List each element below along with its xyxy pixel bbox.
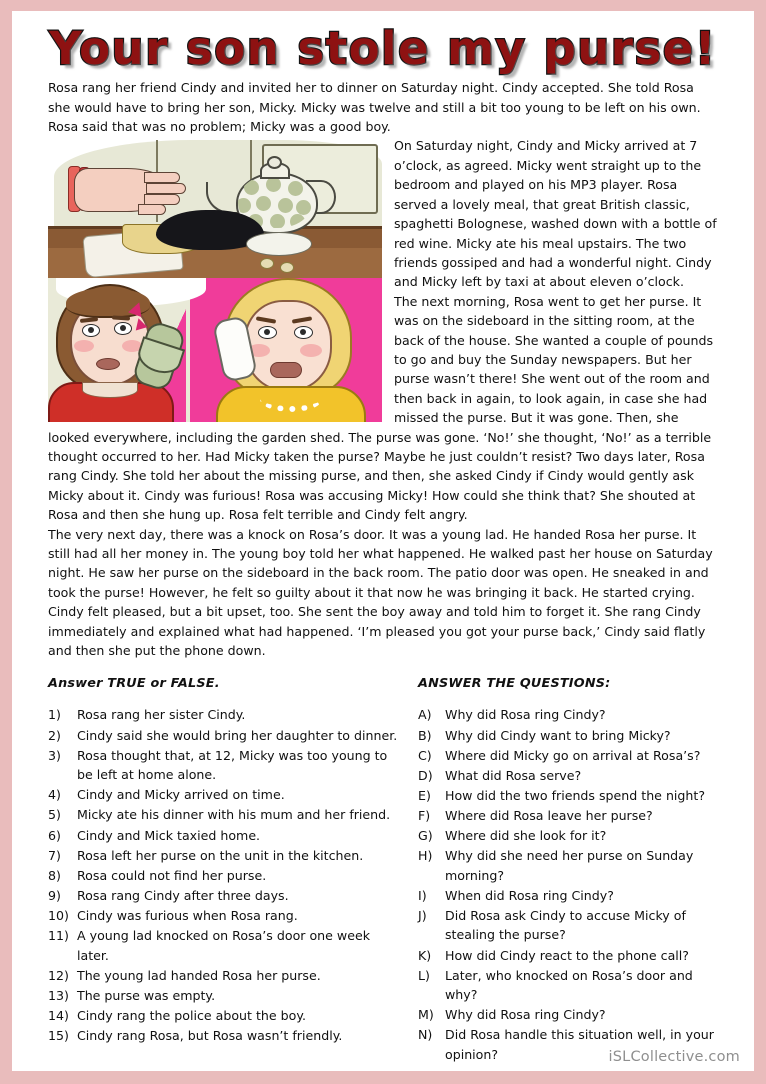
question-item[interactable]: [418, 806, 726, 826]
story-paragraph-2: On Saturday night, Cindy and Micky arrived at 7 o’clock, as agreed. Micky went straight up to the bedroom and played on his MP3 player. Rosa served a lovely meal, that great British classic, spaghetti Bolognese, washed down with a bottle of red wine. Micky ate his meal upstairs. The two friends gossiped and had a wonderful night. Cindy and Micky left by taxi at about eleven o’clock.: [394, 138, 717, 290]
question-text: Where did Micky go on arrival at Rosa’s?: [445, 747, 701, 763]
true-false-item[interactable]: [48, 826, 400, 846]
true-false-marker: 15): [48, 1027, 69, 1043]
true-false-marker: 14): [48, 1007, 69, 1023]
question-item[interactable]: [418, 766, 726, 786]
finger-icon: [146, 183, 186, 194]
question-marker: N): [418, 1027, 433, 1043]
illustration: [48, 140, 382, 422]
true-false-marker: 10): [48, 907, 69, 923]
true-false-marker: 5): [48, 807, 61, 823]
true-false-marker: 8): [48, 867, 61, 883]
question-text: What did Rosa serve?: [445, 767, 582, 783]
true-false-item[interactable]: [48, 1026, 400, 1046]
question-marker: A): [418, 707, 432, 723]
question-text: Did Rosa handle this situation well, in your opinion?: [445, 1027, 714, 1063]
true-false-item[interactable]: [48, 906, 400, 926]
true-false-marker: 9): [48, 887, 61, 903]
questions-heading: ANSWER THE QUESTIONS:: [418, 676, 611, 692]
question-item[interactable]: [418, 886, 726, 906]
true-false-marker: 2): [48, 727, 61, 743]
scene-phone-call: [48, 278, 382, 422]
question-text: Why did Rosa ring Cindy?: [445, 707, 606, 723]
question-text: When did Rosa ring Cindy?: [445, 887, 614, 903]
title-area: [12, 11, 754, 78]
question-item[interactable]: [418, 966, 726, 1005]
true-false-item[interactable]: [48, 966, 400, 986]
true-false-marker: 4): [48, 787, 61, 803]
question-marker: G): [418, 828, 433, 843]
question-text: Why did Cindy want to bring Micky?: [445, 727, 671, 743]
true-false-text: Cindy and Micky arrived on time.: [77, 787, 285, 803]
question-marker: H): [418, 848, 433, 864]
question-text: How did the two friends spend the night?: [445, 787, 706, 803]
question-marker: D): [418, 767, 433, 783]
question-item[interactable]: [418, 1005, 726, 1025]
true-false-marker: 6): [48, 827, 61, 843]
true-false-list: [48, 705, 400, 1045]
question-text: How did Cindy react to the phone call?: [445, 947, 689, 963]
true-false-item[interactable]: [48, 926, 400, 965]
question-item[interactable]: [418, 726, 726, 746]
question-marker: M): [418, 1007, 434, 1023]
worksheet-sheet: [12, 11, 754, 1071]
true-false-marker: 1): [48, 707, 61, 723]
page-title: Your son stole my purse!: [49, 22, 717, 75]
true-false-text: Rosa rang Cindy after three days.: [77, 887, 289, 903]
question-item[interactable]: [418, 746, 726, 766]
question-marker: F): [418, 807, 431, 823]
true-false-section: [48, 676, 400, 1065]
scene-sideboard: [48, 140, 382, 280]
true-false-item[interactable]: [48, 986, 400, 1006]
true-false-heading: Answer TRUE or FALSE.: [48, 676, 220, 692]
true-false-text: Cindy was furious when Rosa rang.: [77, 907, 298, 923]
story-paragraph-3: The next morning, Rosa went to get her purse. It was on the sideboard in the sitting room, at the back of the house. She wanted a couple of pounds to go and buy the Sunday newspapers. But her purse wasn’t there! She went out of the room and then back in again, to look again, in case she had missed the purse. But it was gone. Then, she looked everywhere, including the garden shed. The purse was gone. ‘No!’ she thought, ‘No!’ as a terrible thought occurred to her. Had Micky taken the purse? Maybe he just couldn’t resist? Two days later, Rosa rang Cindy. She told her about the missing purse, and then, she asked Cindy if Cindy would gently ask Micky about it. Cindy was furious! Rosa was accusing Micky! How could she think that? She shouted at Rosa and then she hung up. Rosa felt terrible and Cindy felt angry.: [48, 293, 714, 523]
question-marker: J): [418, 907, 427, 923]
questions-list: [418, 705, 726, 1064]
question-item[interactable]: [418, 906, 726, 945]
questions-section: [418, 676, 726, 1065]
question-text: Where did she look for it?: [445, 828, 607, 843]
mouth-icon: [270, 362, 302, 378]
question-item[interactable]: [418, 826, 726, 846]
question-text: Later, who knocked on Rosa’s door and why?: [445, 967, 693, 1003]
true-false-text: Cindy said she would bring her daughter to dinner.: [77, 727, 398, 743]
true-false-item[interactable]: [48, 785, 400, 805]
exercises-area: [12, 660, 754, 1065]
true-false-text: Rosa left her purse on the unit in the kitchen.: [77, 847, 364, 863]
true-false-marker: 12): [48, 967, 69, 983]
true-false-marker: 3): [48, 747, 61, 763]
watermark: iSLCollective.com: [608, 1049, 740, 1065]
reading-passage: [12, 78, 754, 660]
question-marker: L): [418, 967, 430, 983]
true-false-item[interactable]: [48, 805, 400, 825]
true-false-text: Cindy rang the police about the boy.: [77, 1007, 307, 1023]
question-text: Did Rosa ask Cindy to accuse Micky of stealing the purse?: [445, 907, 686, 943]
question-marker: C): [418, 747, 432, 763]
true-false-item[interactable]: [48, 705, 400, 725]
question-item[interactable]: [418, 705, 726, 725]
question-marker: E): [418, 787, 431, 803]
true-false-item[interactable]: [48, 746, 400, 785]
true-false-item[interactable]: [48, 846, 400, 866]
true-false-item[interactable]: [48, 726, 400, 746]
question-text: Why did Rosa ring Cindy?: [445, 1007, 606, 1023]
story-paragraph-1: Rosa rang her friend Cindy and invited her to dinner on Saturday night. Cindy accepted. She told Rosa she would have to bring her son, Micky. Micky was twelve and still a bit too young to be left on his own. Rosa said that was no problem; Micky was a good boy.: [48, 80, 701, 135]
question-text: Why did she need her purse on Sunday morning?: [445, 848, 694, 883]
finger-icon: [144, 172, 180, 183]
question-marker: I): [418, 887, 427, 903]
question-text: Where did Rosa leave her purse?: [445, 807, 653, 823]
true-false-item[interactable]: [48, 866, 400, 886]
story-paragraph-4: The very next day, there was a knock on Rosa’s door. It was a young lad. He handed Rosa her purse. It still had all her money in. The young boy told her what happened. He walked past her house on Saturday night. He saw her purse on the sideboard in the back room. The patio door was open. He sneaked in and took the purse! However, he felt so guilty about it that now he was bringing it back. He started crying. Cindy felt pleased, but a bit upset, too. She sent the boy away and told him to forget it. She rang Cindy immediately and explained what had happened. ‘I’m pleased you got your purse back,’ Cindy said flatly and then she put the phone down.: [48, 526, 713, 659]
question-marker: K): [418, 947, 432, 963]
finger-icon: [138, 204, 166, 215]
true-false-item[interactable]: [48, 886, 400, 906]
question-item[interactable]: [418, 946, 726, 966]
true-false-marker: 7): [48, 847, 61, 863]
question-item[interactable]: [418, 786, 726, 806]
true-false-text: Micky ate his dinner with his mum and her friend.: [77, 807, 391, 823]
true-false-text: Cindy rang Rosa, but Rosa wasn’t friendly.: [77, 1027, 343, 1043]
true-false-marker: 11): [48, 927, 69, 943]
question-item[interactable]: [418, 846, 726, 885]
true-false-text: The young lad handed Rosa her purse.: [77, 967, 321, 983]
true-false-text: Rosa could not find her purse.: [77, 867, 267, 883]
true-false-marker: 13): [48, 987, 69, 1003]
true-false-text: Cindy and Mick taxied home.: [77, 827, 261, 843]
question-marker: B): [418, 727, 432, 743]
true-false-text: A young lad knocked on Rosa’s door one week later.: [77, 927, 370, 963]
true-false-text: The purse was empty.: [77, 987, 216, 1003]
true-false-item[interactable]: [48, 1006, 400, 1026]
true-false-text: Rosa rang her sister Cindy.: [77, 707, 246, 723]
true-false-text: Rosa thought that, at 12, Micky was too young to be left at home alone.: [77, 747, 388, 783]
